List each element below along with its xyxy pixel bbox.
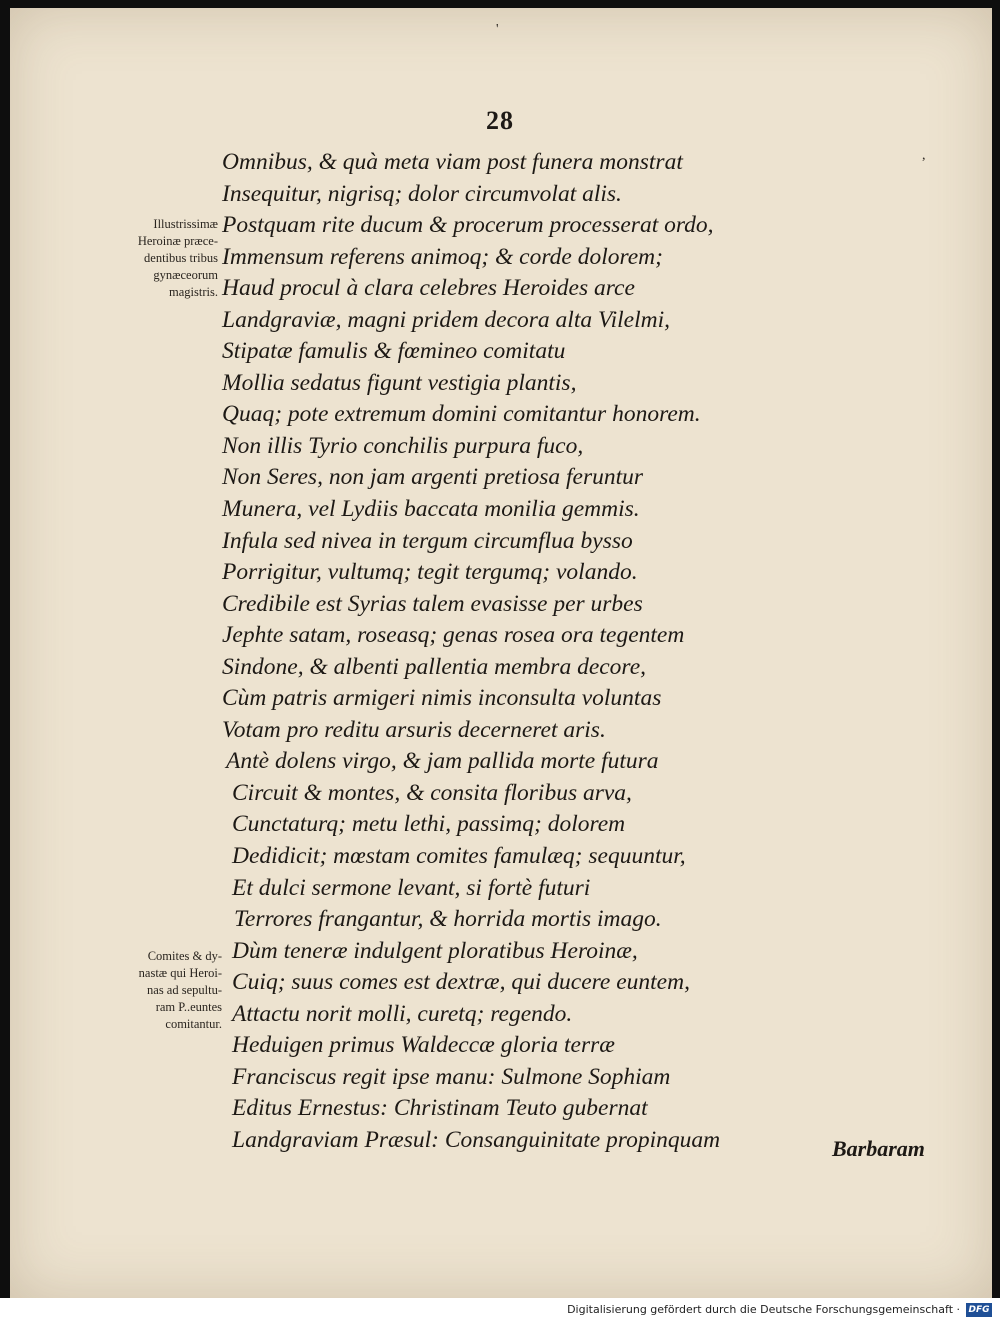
verse-line: Stipatæ famulis & fœmineo comitatu bbox=[222, 338, 566, 365]
margin-note-line: Illustrissimæ bbox=[153, 217, 218, 231]
margin-note-line: Comites & dy- bbox=[147, 949, 222, 963]
verse-line: Infula sed nivea in tergum circumflua bysso bbox=[222, 527, 633, 554]
verse-line: Franciscus regit ipse manu: Sulmone Sophiam bbox=[232, 1063, 671, 1090]
margin-note-line: gynæceorum bbox=[153, 268, 218, 282]
margin-note-line: dentibus tribus bbox=[144, 251, 218, 265]
verse-line: Votam pro reditu arsuris decerneret aris. bbox=[222, 716, 606, 743]
margin-note-companions bbox=[80, 948, 222, 1033]
verse-line: Editus Ernestus: Christinam Teuto gubernat bbox=[232, 1095, 648, 1122]
verse-line: Credibile est Syrias talem evasisse per urbes bbox=[222, 590, 643, 617]
verse-line: Attactu norit molli, curetq; regendo. bbox=[232, 1000, 573, 1027]
verse-line: Mollia sedatus figunt vestigia plantis, bbox=[222, 369, 577, 396]
verse-line: Heduigen primus Waldeccæ gloria terræ bbox=[232, 1032, 615, 1059]
catchword: Barbaram bbox=[832, 1136, 925, 1161]
verse-line: Et dulci sermone levant, si fortè futuri bbox=[232, 874, 591, 901]
verse-line: Sindone, & albenti pallentia membra decore, bbox=[222, 653, 647, 680]
margin-note-line: magistris. bbox=[169, 285, 218, 299]
verse-line: Terrores frangantur, & horrida mortis imago. bbox=[234, 906, 662, 933]
verse-line: Immensum referens animoq; & corde dolorem; bbox=[222, 243, 663, 270]
margin-note-line: ram P..euntes bbox=[155, 1000, 222, 1014]
verse-line: Porrigitur, vultumq; tegit tergumq; volando. bbox=[222, 559, 638, 586]
verse-line: Jephte satam, roseasq; genas rosea ora tegentem bbox=[222, 622, 685, 649]
verse-line: Landgraviæ, magni pridem decora alta Vilelmi, bbox=[222, 306, 670, 333]
ink-speck: ' bbox=[496, 22, 499, 37]
verse-line: Dedidicit; mœstam comites famulæq; sequuntur, bbox=[232, 843, 686, 870]
verse-line: Circuit & montes, & consita floribus arva, bbox=[232, 779, 632, 806]
verse-line: Landgraviam Præsul: Consanguinitate propinquam bbox=[232, 1126, 721, 1153]
margin-note-line: nas ad sepultu- bbox=[147, 983, 222, 997]
verse-line: Haud procul à clara celebres Heroides arce bbox=[222, 275, 635, 302]
ink-speck: , bbox=[922, 148, 926, 163]
verse-line: Cuiq; suus comes est dextræ, qui ducere euntem, bbox=[232, 969, 690, 996]
margin-note-line: Heroinæ præce- bbox=[137, 234, 218, 248]
dfg-logo-icon: DFG bbox=[966, 1303, 992, 1317]
poem-text bbox=[222, 147, 720, 1157]
footer-bar bbox=[0, 1298, 1000, 1323]
verse-line: Non Seres, non jam argenti pretiosa feruntur bbox=[222, 464, 644, 491]
verse-line: Insequitur, nigrisq; dolor circumvolat alis. bbox=[222, 180, 622, 207]
verse-line: Dùm teneræ indulgent ploratibus Heroinæ, bbox=[232, 937, 638, 964]
margin-note-heroines bbox=[80, 216, 218, 301]
verse-line: Cunctaturq; metu lethi, passimq; dolorem bbox=[232, 811, 626, 838]
verse-line: Quaq; pote extremum domini comitantur honorem. bbox=[222, 401, 701, 428]
verse-line: Munera, vel Lydiis baccata monilia gemmis. bbox=[222, 496, 640, 523]
verse-line: Cùm patris armigeri nimis inconsulta voluntas bbox=[222, 685, 662, 712]
footer-credit: Digitalisierung gefördert durch die Deutsche Forschungsgemeinschaft · bbox=[567, 1303, 960, 1316]
verse-line: Non illis Tyrio conchilis purpura fuco, bbox=[222, 432, 584, 459]
verse-line: Postquam rite ducum & procerum processerat ordo, bbox=[222, 212, 714, 239]
margin-note-line: nastæ qui Heroi- bbox=[138, 966, 222, 980]
verse-line: Antè dolens virgo, & jam pallida morte futura bbox=[226, 748, 659, 775]
verse-line: Omnibus, & quà meta viam post funera monstrat bbox=[222, 149, 683, 175]
page-number: 28 bbox=[486, 106, 514, 135]
margin-note-line: comitantur. bbox=[165, 1017, 222, 1031]
